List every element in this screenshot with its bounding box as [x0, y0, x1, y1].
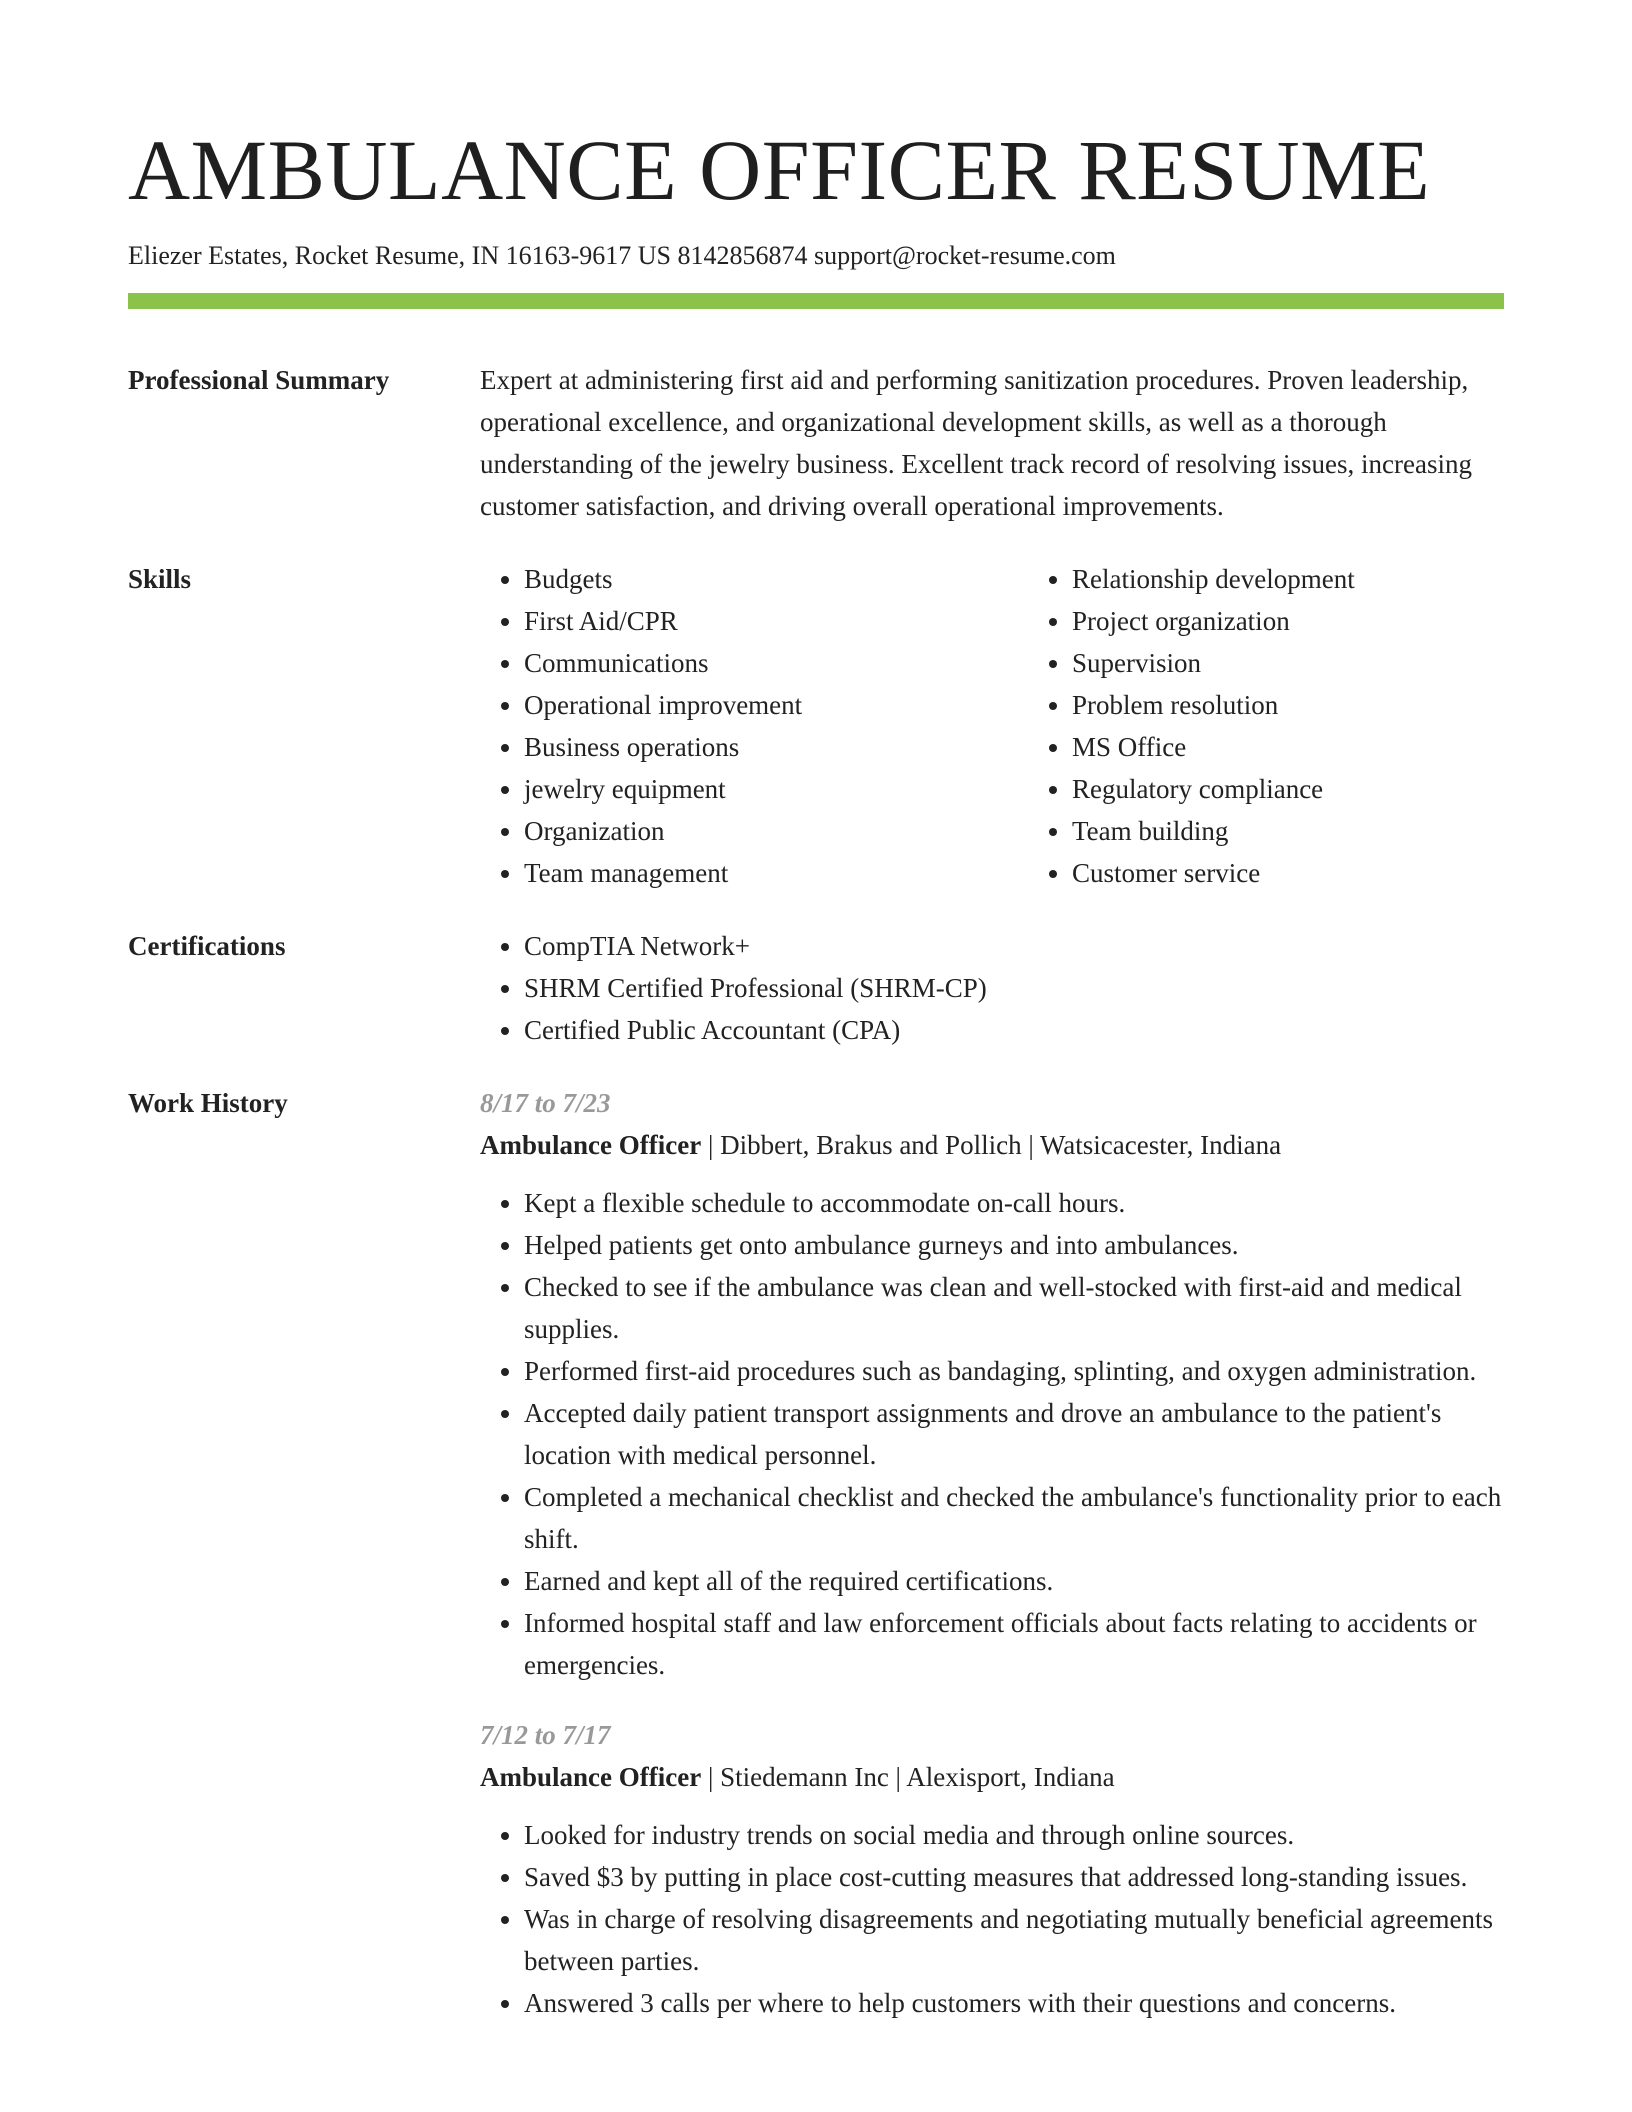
job-employer-location: | Dibbert, Brakus and Pollich | Watsicacester, Indiana	[701, 1130, 1282, 1160]
skill-item: • Organization	[524, 810, 1028, 852]
work-history-section	[128, 1082, 1504, 2024]
job-duty-item: • Checked to see if the ambulance was clean and well-stocked with first-aid and medical supplies.	[524, 1266, 1504, 1350]
skills-label: Skills	[128, 564, 192, 594]
job-employer-location: | Stiedemann Inc | Alexisport, Indiana	[701, 1762, 1115, 1792]
skills-column-right	[1028, 558, 1576, 894]
skill-item: • Communications	[524, 642, 1028, 684]
skill-item: • Relationship development	[1072, 558, 1576, 600]
resume-page	[128, 0, 1504, 2024]
job-entry	[480, 1714, 1504, 2024]
certifications-label: Certifications	[128, 931, 286, 961]
job-title: Ambulance Officer	[480, 1130, 702, 1160]
work-history-body	[480, 1082, 1504, 2024]
resume-title: AMBULANCE OFFICER RESUME	[128, 122, 1431, 218]
skill-item: • Business operations	[524, 726, 1028, 768]
contact-line: Eliezer Estates, Rocket Resume, IN 16163-9617 US 8142856874 support@rocket-resume.com	[128, 241, 1116, 270]
skills-section	[128, 558, 1504, 894]
certification-item: • Certified Public Accountant (CPA)	[524, 1009, 1504, 1051]
job-dates: 8/17 to 7/23	[480, 1088, 611, 1118]
certification-item: • SHRM Certified Professional (SHRM-CP)	[524, 967, 1504, 1009]
job-duty-item: • Informed hospital staff and law enforcement officials about facts relating to accidents or emergencies.	[524, 1602, 1504, 1686]
skills-column-left	[480, 558, 1028, 894]
job-duty-item: • Answered 3 calls per where to help customers with their questions and concerns.	[524, 1982, 1504, 2024]
certifications-body	[480, 925, 1504, 1051]
skill-item: • Supervision	[1072, 642, 1576, 684]
job-duty-item: • Earned and kept all of the required certifications.	[524, 1560, 1504, 1602]
job-dates: 7/12 to 7/17	[480, 1720, 611, 1750]
work-history-label: Work History	[128, 1088, 288, 1118]
skill-item: • Customer service	[1072, 852, 1576, 894]
job-duty-item: • Completed a mechanical checklist and checked the ambulance's functionality prior to each shift.	[524, 1476, 1504, 1560]
job-duties-list	[480, 1182, 1504, 1686]
summary-text: Expert at administering first aid and performing sanitization procedures. Proven leadership, operational excellence, and organizational development skills, as well as a thorough understanding of the jewelry business. Excellent track record of resolving issues, increasing customer satisfaction, and driving overall operational improvements.	[480, 365, 1472, 521]
skill-item: • Team management	[524, 852, 1028, 894]
certifications-list	[480, 925, 1504, 1051]
summary-body	[480, 359, 1504, 527]
skill-item: • jewelry equipment	[524, 768, 1028, 810]
job-duty-item: • Was in charge of resolving disagreements and negotiating mutually beneficial agreements between parties.	[524, 1898, 1504, 1982]
skill-item: • Problem resolution	[1072, 684, 1576, 726]
summary-section	[128, 359, 1504, 527]
job-duty-item: • Kept a flexible schedule to accommodate on-call hours.	[524, 1182, 1504, 1224]
job-duties-list	[480, 1814, 1504, 2024]
certification-item: • CompTIA Network+	[524, 925, 1504, 967]
job-duty-item: • Accepted daily patient transport assignments and drove an ambulance to the patient's location with medical personnel.	[524, 1392, 1504, 1476]
skill-item: • Project organization	[1072, 600, 1576, 642]
header-divider	[128, 293, 1504, 309]
job-duty-item: • Helped patients get onto ambulance gurneys and into ambulances.	[524, 1224, 1504, 1266]
job-duty-item: • Looked for industry trends on social media and through online sources.	[524, 1814, 1504, 1856]
job-duty-item: • Performed first-aid procedures such as bandaging, splinting, and oxygen administration.	[524, 1350, 1504, 1392]
job-title: Ambulance Officer	[480, 1762, 702, 1792]
job-duty-item: • Saved $3 by putting in place cost-cutting measures that addressed long-standing issues.	[524, 1856, 1504, 1898]
skills-body	[480, 558, 1576, 894]
job-heading	[480, 1756, 1504, 1798]
skill-item: • First Aid/CPR	[524, 600, 1028, 642]
certifications-section	[128, 925, 1504, 1051]
skill-item: • Operational improvement	[524, 684, 1028, 726]
skill-item: • Budgets	[524, 558, 1028, 600]
summary-label: Professional Summary	[128, 365, 390, 395]
job-heading	[480, 1124, 1504, 1166]
skill-item: • Team building	[1072, 810, 1576, 852]
skill-item: • Regulatory compliance	[1072, 768, 1576, 810]
skill-item: • MS Office	[1072, 726, 1576, 768]
job-entry	[480, 1082, 1504, 1686]
